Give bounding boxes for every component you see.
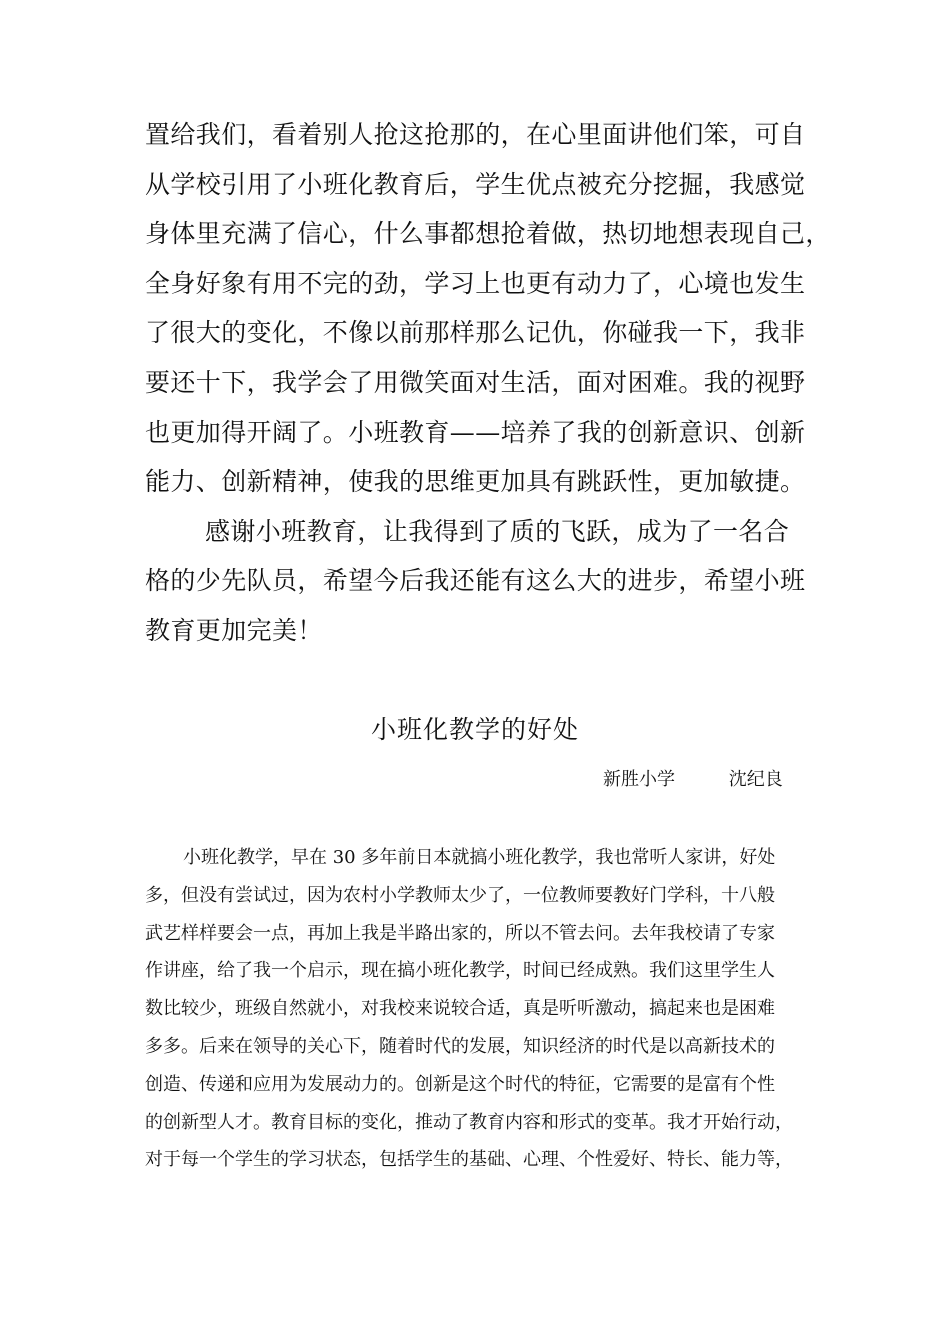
article-body	[145, 839, 825, 1179]
text-line: 多，但没有尝试过，因为农村小学教师太少了，一位教师要教好门学科，十八般	[145, 884, 775, 906]
text-line: 能力、创新精神，使我的思维更加具有跳跃性，更加敏捷。	[145, 467, 806, 497]
text-line: 教育更加完美！	[145, 615, 323, 645]
text-line: 要还十下，我学会了用微笑面对生活，面对困难。我的视野	[145, 367, 806, 397]
text-line: 格的少先队员，希望今后我还能有这么大的进步，希望小班	[145, 566, 806, 596]
text-line: 多多。后来在领导的关心下，随着时代的发展，知识经济的时代是以高新技术的	[145, 1035, 775, 1057]
article-title: 小班化教学的好处	[370, 715, 579, 744]
text-line: 全身好象有用不完的劲，学习上也更有动力了，心境也发生	[145, 268, 806, 298]
text-line: 创造、传递和应用为发展动力的。创新是这个时代的特征，它需要的是富有个性	[145, 1073, 775, 1095]
text-line: 对于每一个学生的学习状态，包括学生的基础、心理、个性爱好、特长、能力等，	[145, 1149, 793, 1171]
byline	[603, 766, 783, 794]
text-line: 了很大的变化，不像以前那样那么记仇，你碰我一下，我非	[145, 318, 806, 348]
text-line: 置给我们，看着别人抢这抢那的，在心里面讲他们笨，可自	[145, 120, 806, 149]
text-line: 武艺样样要会一点，再加上我是半路出家的，所以不管去问。去年我校请了专家	[145, 922, 775, 944]
author-school: 新胜小学	[603, 769, 675, 790]
author-name: 沈纪良	[728, 769, 783, 790]
text-line: 作讲座，给了我一个启示，现在搞小班化教学，时间已经成熟。我们这里学生人	[145, 960, 775, 982]
text-line: 身体里充满了信心，什么事都想抢着做，热切地想表现自己，	[145, 219, 831, 249]
text-line: 也更加得开阔了。小班教育——培养了我的创新意识、创新	[145, 417, 806, 447]
text-line: 小班化教学，早在 30 多年前日本就搞小班化教学，我也常听人家讲，好处	[183, 847, 776, 868]
text-line: 从学校引用了小班化教育后，学生优点被充分挖掘，我感觉	[145, 169, 806, 199]
text-line: 数比较少，班级自然就小，对我校来说较合适，真是听听激动，搞起来也是困难	[145, 998, 775, 1020]
text-line: 感谢小班教育，让我得到了质的飞跃，成为了一名合	[205, 516, 790, 546]
text-line: 的创新型人才。教育目标的变化，推动了教育内容和形式的变革。我才开始行动，	[145, 1111, 793, 1133]
essay-ending	[145, 110, 831, 656]
